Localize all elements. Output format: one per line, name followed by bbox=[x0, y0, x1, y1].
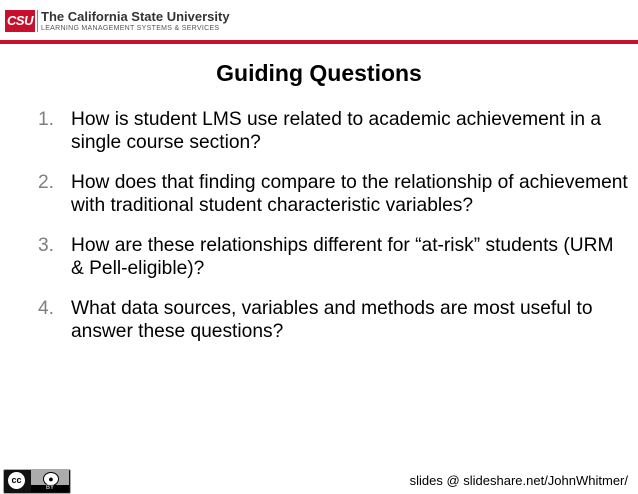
slides-credit-link[interactable]: slides @ slideshare.net/JohnWhitmer/ bbox=[409, 473, 628, 488]
question-item bbox=[38, 297, 628, 343]
creative-commons-badge[interactable] bbox=[3, 469, 71, 494]
attribution-icon: ● bbox=[43, 472, 59, 486]
question-item bbox=[38, 234, 628, 280]
question-list bbox=[38, 108, 628, 360]
question-item bbox=[38, 171, 628, 217]
question-item bbox=[38, 108, 628, 154]
question-text: How is student LMS use related to academic achievement in a single course section? bbox=[71, 109, 602, 153]
question-number: 1. bbox=[38, 109, 55, 130]
slide-footer bbox=[0, 465, 638, 493]
csu-logo: CSU bbox=[5, 10, 35, 32]
question-text: How does that finding compare to the relationship of achievement with traditional student characteristic variables? bbox=[71, 172, 628, 216]
slide-header bbox=[0, 0, 638, 45]
cc-icon: cc bbox=[8, 472, 25, 489]
logo-divider bbox=[37, 10, 38, 32]
university-subtitle: LEARNING MANAGEMENT SYSTEMS & SERVICES bbox=[41, 25, 220, 32]
header-red-bar bbox=[0, 40, 638, 44]
question-text: What data sources, variables and methods are most useful to answer these questions? bbox=[71, 298, 593, 342]
question-number: 3. bbox=[38, 235, 55, 256]
question-text: How are these relationships different for “at-risk” students (URM & Pell-eligible)? bbox=[71, 235, 614, 279]
question-number: 2. bbox=[38, 172, 55, 193]
slide-title: Guiding Questions bbox=[216, 60, 422, 86]
by-license-area bbox=[31, 470, 69, 492]
university-name: The California State University bbox=[41, 9, 230, 24]
by-label: BY bbox=[31, 485, 69, 492]
question-number: 4. bbox=[38, 298, 55, 319]
